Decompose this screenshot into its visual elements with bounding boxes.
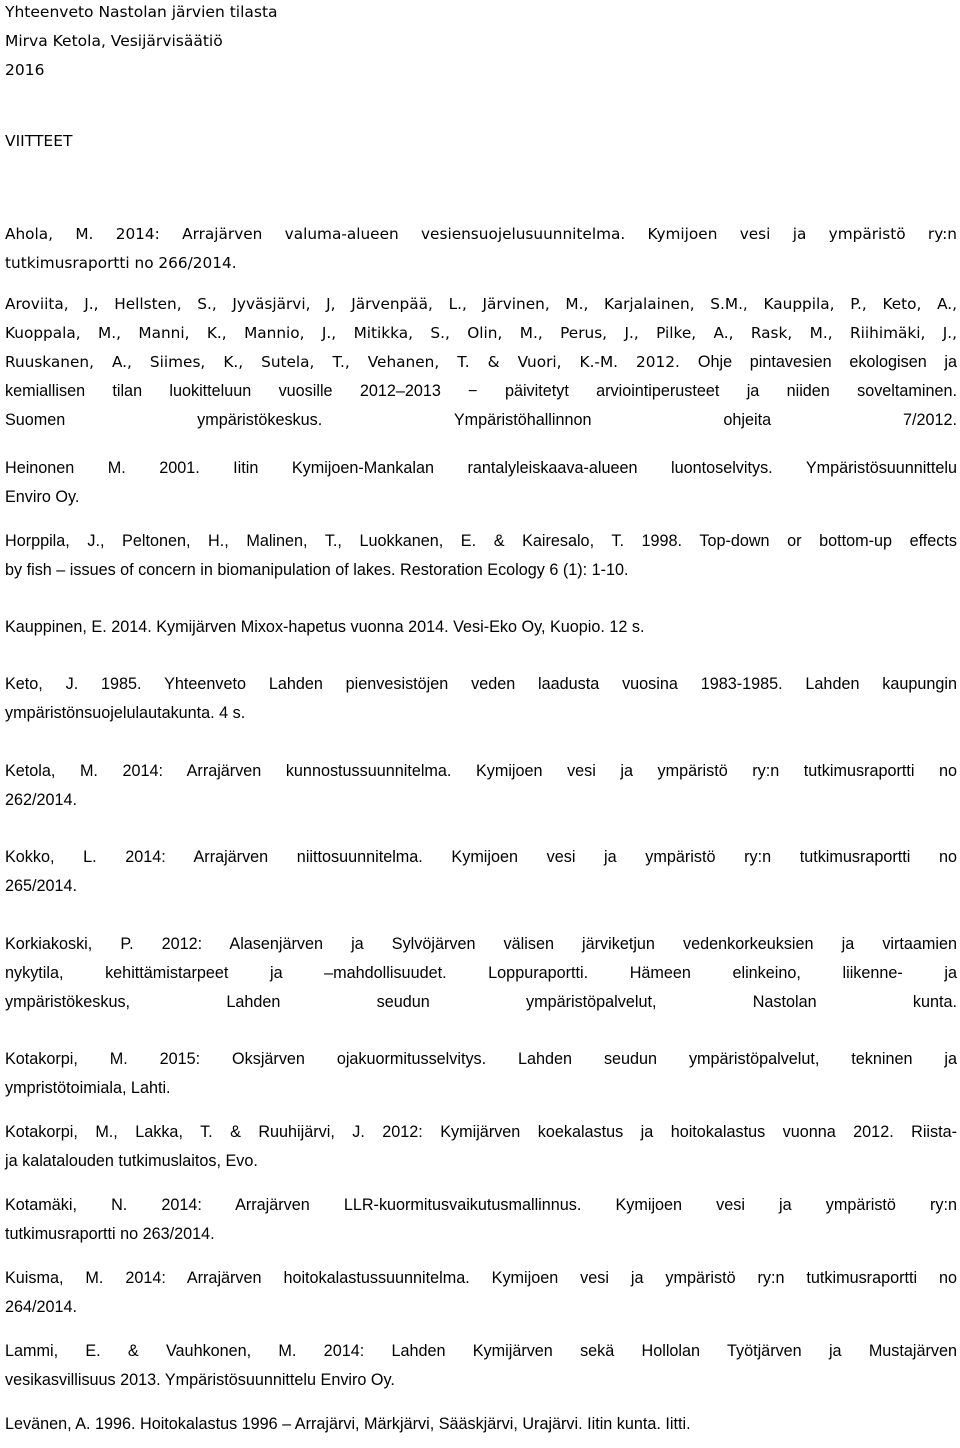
reference-text: 264/2014. xyxy=(5,1298,78,1316)
reference-line xyxy=(5,556,957,585)
reference-line xyxy=(5,843,957,872)
reference-line xyxy=(5,1045,957,1074)
reference-text: Korkiakoski, P. 2012: Alasenjärven ja Sylvöjärven välisen järviketjun vedenkorkeuksien ja virtaamien xyxy=(5,935,957,953)
reference-line xyxy=(5,872,957,901)
reference-text: Ahola, M. 2014: Arrajärven valuma-alueen vesiensuojelusuunnitelma. Kymijoen vesi ja ympäristö ry:n xyxy=(5,225,957,243)
reference-line xyxy=(5,1293,957,1322)
reference-text: Kuoppala, M., Manni, K., Mannio, J., Mitikka, S., Olin, M., Perus, J., Pilke, A., Rask, M., Riihimäki, J., xyxy=(5,324,957,342)
reference-text: Lammi, E. & Vauhkonen, M. 2014: Lahden Kymijärven sekä Hollolan Työtjärven ja Mustajärven xyxy=(5,1342,957,1360)
reference-line xyxy=(5,699,957,728)
reference-text: by fish – issues of concern in biomanipulation of lakes. Restoration Ecology 6 (1): 1-10. xyxy=(5,561,629,579)
reference-line xyxy=(5,454,957,483)
reference-text: Kauppinen, E. 2014. Kymijärven Mixox-hapetus vuonna 2014. Vesi-Eko Oy, Kuopio. 12 s. xyxy=(5,618,645,636)
reference-text: Ruuskanen, A., Siimes, K., Sutela, T., Vehanen, T. & Vuori, K.-M. 2012. xyxy=(5,353,698,371)
reference-text: Heinonen M. 2001. Iitin Kymijoen-Mankalan rantalyleiskaava-alueen luontoselvitys. Ympäristösuunnittelu xyxy=(5,459,957,477)
reference-text: nykytila, kehittämistarpeet ja –mahdollisuudet. Loppuraportti. Hämeen elinkeino, liikenne- ja xyxy=(5,964,957,982)
reference-text: 262/2014. xyxy=(5,791,78,809)
document-title: Yhteenveto Nastolan järvien tilasta xyxy=(5,3,278,21)
reference-line xyxy=(5,757,957,786)
reference-line xyxy=(5,483,957,512)
reference-text: Kokko, L. 2014: Arrajärven niittosuunnitelma. Kymijoen vesi ja ympäristö ry:n tutkimusraportti no xyxy=(5,848,957,866)
document-author: Mirva Ketola, Vesijärvisäätiö xyxy=(5,32,223,50)
reference-line xyxy=(5,348,957,377)
reference-text: Levänen, A. 1996. Hoitokalastus 1996 – Arrajärvi, Märkjärvi, Sääskjärvi, Urajärvi. Iitin kunta. Iitti. xyxy=(5,1415,691,1433)
reference-line xyxy=(5,930,957,959)
reference-text: kemiallisen tilan luokitteluun vuosille 2012‒2013 − päivitetyt arviointiperusteet ja niiden soveltaminen. xyxy=(5,382,957,400)
section-heading: VIITTEET xyxy=(5,132,73,150)
reference-line xyxy=(5,319,957,348)
reference-line xyxy=(5,1337,957,1366)
reference-line xyxy=(5,290,957,319)
reference-text: ja kalatalouden tutkimuslaitos, Evo. xyxy=(5,1152,258,1170)
reference-text: Kuisma, M. 2014: Arrajärven hoitokalastussuunnitelma. Kymijoen vesi ja ympäristö ry:n tutkimusraportti no xyxy=(5,1269,957,1287)
reference-text: Enviro Oy. xyxy=(5,488,80,506)
reference-text: Aroviita, J., Hellsten, S., Jyväsjärvi, J, Järvenpää, L., Järvinen, M., Karjalainen, S.M., Kauppila, P., Keto, A., xyxy=(5,295,957,313)
reference-line xyxy=(5,959,957,988)
reference-text: Suomen ympäristökeskus. Ympäristöhallinnon ohjeita 7/2012. xyxy=(5,411,957,429)
reference-line xyxy=(5,988,957,1017)
reference-text: Kotakorpi, M., Lakka, T. & Ruuhijärvi, J. 2012: Kymijärven koekalastus ja hoitokalastus vuonna 2012. Riista- xyxy=(5,1123,957,1141)
reference-line xyxy=(5,527,957,556)
reference-text: ympäristönsuojelulautakunta. 4 s. xyxy=(5,704,246,722)
reference-line xyxy=(5,1220,957,1249)
reference-line xyxy=(5,1191,957,1220)
reference-text: ympäristökeskus, Lahden seudun ympäristöpalvelut, Nastolan kunta. xyxy=(5,993,957,1011)
reference-line xyxy=(5,377,957,406)
reference-line xyxy=(5,1147,957,1176)
reference-line xyxy=(5,1410,957,1439)
reference-text: Kotakorpi, M. 2015: Oksjärven ojakuormitusselvitys. Lahden seudun ympäristöpalvelut, tekninen ja xyxy=(5,1050,957,1068)
reference-line xyxy=(5,1366,957,1395)
reference-line xyxy=(5,613,957,642)
reference-text: Horppila, J., Peltonen, H., Malinen, T., Luokkanen, E. & Kairesalo, T. 1998. Top-down or bottom-up effects xyxy=(5,532,957,550)
reference-line xyxy=(5,220,957,249)
reference-text: Kotamäki, N. 2014: Arrajärven LLR-kuormitusvaikutusmallinnus. Kymijoen vesi ja ympäristö ry:n xyxy=(5,1196,957,1214)
reference-text: ympristötoimiala, Lahti. xyxy=(5,1079,171,1097)
reference-line xyxy=(5,1118,957,1147)
reference-line xyxy=(5,1264,957,1293)
reference-text: Keto, J. 1985. Yhteenveto Lahden pienvesistöjen veden laadusta vuosina 1983-1985. Lahden kaupungin xyxy=(5,675,957,693)
document-year: 2016 xyxy=(5,61,45,79)
reference-text: Ohje pintavesien ekologisen ja xyxy=(697,353,957,371)
reference-text: 265/2014. xyxy=(5,877,78,895)
reference-line xyxy=(5,786,957,815)
reference-text: tutkimusraportti no 263/2014. xyxy=(5,1225,215,1243)
reference-text: vesikasvillisuus 2013. Ympäristösuunnittelu Enviro Oy. xyxy=(5,1371,395,1389)
reference-text: Ketola, M. 2014: Arrajärven kunnostussuunnitelma. Kymijoen vesi ja ympäristö ry:n tutkimusraportti no xyxy=(5,762,957,780)
reference-line xyxy=(5,249,957,278)
reference-line xyxy=(5,1074,957,1103)
reference-line xyxy=(5,670,957,699)
reference-text: tutkimusraportti no 266/2014. xyxy=(5,254,237,272)
reference-line xyxy=(5,406,957,435)
